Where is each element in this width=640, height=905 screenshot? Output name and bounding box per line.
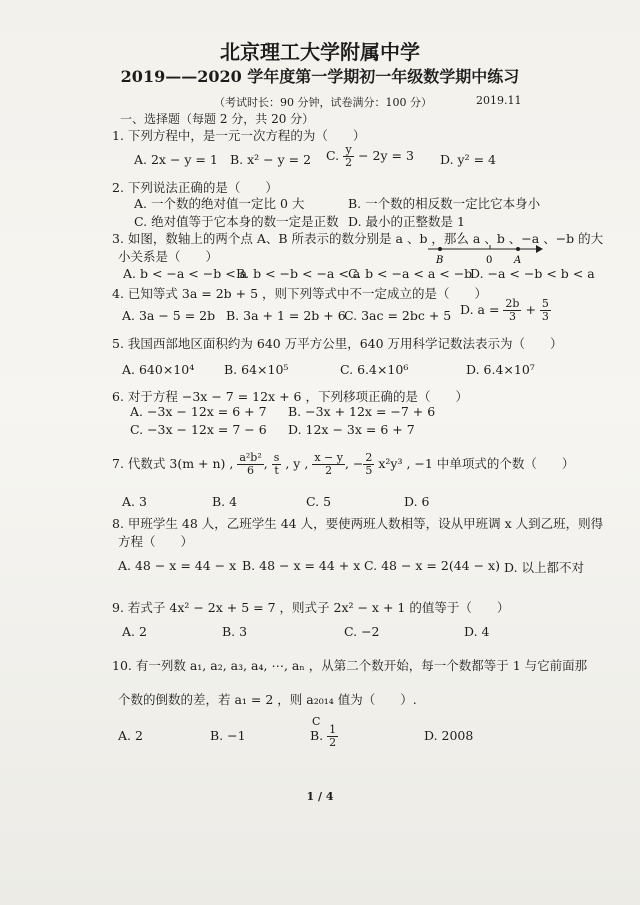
q5-option-a: A. 640×10⁴: [122, 362, 195, 377]
question-10: 10. 有一列数 a₁, a₂, a₃, a₄, ⋯, aₙ ，从第二个数开始，每一个数都等于 1 与它前面那: [112, 658, 588, 673]
question-3: 3. 如图，数轴上的两个点 A、B 所表示的数分别是 a 、b ，那么 a 、b 、−a 、−b 的大: [112, 231, 604, 246]
q10-option-d: D. 2008: [424, 728, 474, 743]
label-0: 0: [486, 255, 493, 266]
question-1: 1. 下列方程中，是一元一次方程的为（ ）: [112, 128, 366, 143]
q9-option-a: A. 2: [122, 624, 147, 639]
question-3-cont: 小关系是（ ）: [118, 249, 219, 264]
q5-option-c: C. 6.4×10⁶: [340, 362, 409, 377]
q3-option-b: B. b < −b < −a < a: [236, 266, 361, 281]
q8-option-a: A. 48 − x = 44 − x: [118, 558, 237, 573]
point-b: [438, 247, 442, 251]
q2-option-c: C. 绝对值等于它本身的数一定是正数: [134, 214, 339, 229]
q3-option-d: D. −a < −b < b < a: [470, 266, 595, 281]
exam-date: 2019.11: [476, 94, 522, 107]
point-a: [516, 247, 520, 251]
page-number: 1 / 4: [306, 790, 334, 803]
q7-option-a: A. 3: [122, 494, 147, 509]
question-6: 6. 对于方程 −3x − 7 = 12x + 6 ，下列移项正确的是（ ）: [112, 389, 468, 404]
q8-option-d: D. 以上都不对: [504, 560, 585, 575]
q1-option-d: D. y² = 4: [440, 152, 496, 167]
question-10-cont: 个数的倒数的差，若 a₁ = 2 ，则 a₂₀₁₄ 值为（ ）.: [118, 692, 417, 707]
q7-option-c: C. 5: [306, 494, 332, 509]
q4-option-a: A. 3a − 5 = 2b: [122, 308, 216, 323]
q10-option-b: B. −1: [210, 728, 246, 743]
q6-option-a: A. −3x − 12x = 6 + 7: [130, 404, 267, 419]
question-9: 9. 若式子 4x² − 2x + 5 = 7 ，则式子 2x² − x + 1 的值等于（ ）: [112, 600, 510, 615]
question-8: 8. 甲班学生 48 人，乙班学生 44 人，要使两班人数相等，设从甲班调 x 人到乙班，则得: [112, 516, 604, 531]
axis-arrow: [536, 245, 543, 253]
school-name: 北京理工大学附属中学: [220, 40, 420, 64]
q8-option-c: C. 48 − x = 2(44 − x): [364, 558, 500, 573]
q3-option-a: A. b < −a < −b < a: [123, 266, 248, 281]
q6-option-b: B. −3x + 12x = −7 + 6: [288, 404, 436, 419]
q5-option-b: B. 64×10⁵: [224, 362, 289, 377]
q1-option-b: B. x² − y = 2: [230, 152, 312, 167]
q3-option-c: C. b < −a < a < −b: [348, 266, 473, 281]
q6-option-c: C. −3x − 12x = 7 − 6: [130, 422, 267, 437]
section-heading: 一、选择题（每题 2 分，共 20 分）: [120, 112, 315, 126]
question-2: 2. 下列说法正确的是（ ）: [112, 180, 278, 195]
q10-option-c: B. $\frac{1}{2}$: [310, 723, 337, 749]
q6-option-d: D. 12x − 3x = 6 + 7: [288, 422, 415, 437]
q2-option-a: A. 一个数的绝对值一定比 0 大: [134, 196, 305, 211]
q10-option-a: A. 2: [118, 728, 143, 743]
question-8-cont: 方程（ ）: [118, 534, 194, 549]
q9-option-d: D. 4: [464, 624, 490, 639]
q2-option-d: D. 最小的正整数是 1: [348, 214, 465, 229]
q9-option-c: C. −2: [344, 624, 380, 639]
question-7: 7. 代数式 3(m + n) , $\frac{\text{a²b²}}{6}$ , $\frac{s}{t}$ , y , $\frac{x - y}{2}$ , − $\frac{2}{5}$ x²y³ , −1 中单项式的个数（ ）: [112, 451, 575, 477]
q4-option-b: B. 3a + 1 = 2b + 6: [226, 308, 346, 323]
q9-option-b: B. 3: [222, 624, 248, 639]
label-a: A: [514, 255, 522, 266]
q8-option-b: B. 48 − x = 44 + x: [242, 558, 361, 573]
q1-option-c: C. $\frac{y}{2}$ − 2y = 3: [326, 143, 414, 169]
q1-option-a: A. 2x − y = 1: [134, 152, 218, 167]
label-b: B: [436, 255, 444, 266]
exam-title: 2019——2020 学年度第一学期初一年级数学期中练习: [120, 67, 520, 86]
handwritten-c-mark: C: [312, 715, 321, 728]
number-line: [424, 242, 544, 266]
q5-option-d: D. 6.4×10⁷: [466, 362, 535, 377]
q4-option-c: C. 3ac = 2bc + 5: [344, 308, 452, 323]
q4-option-d: D. a = $\frac{2b}{3}$ + $\frac{5}{3}$: [460, 297, 549, 323]
q2-option-b: B. 一个数的相反数一定比它本身小: [348, 196, 541, 211]
question-5: 5. 我国西部地区面积约为 640 万平方公里，640 万用科学记数法表示为（ ）: [112, 336, 563, 351]
question-4: 4. 已知等式 3a = 2b + 5 ，则下列等式中不一定成立的是（ ）: [112, 286, 488, 301]
q7-option-d: D. 6: [404, 494, 430, 509]
exam-info: （考试时长：90 分钟，试卷满分：100 分）: [214, 96, 432, 109]
q7-option-b: B. 4: [212, 494, 238, 509]
